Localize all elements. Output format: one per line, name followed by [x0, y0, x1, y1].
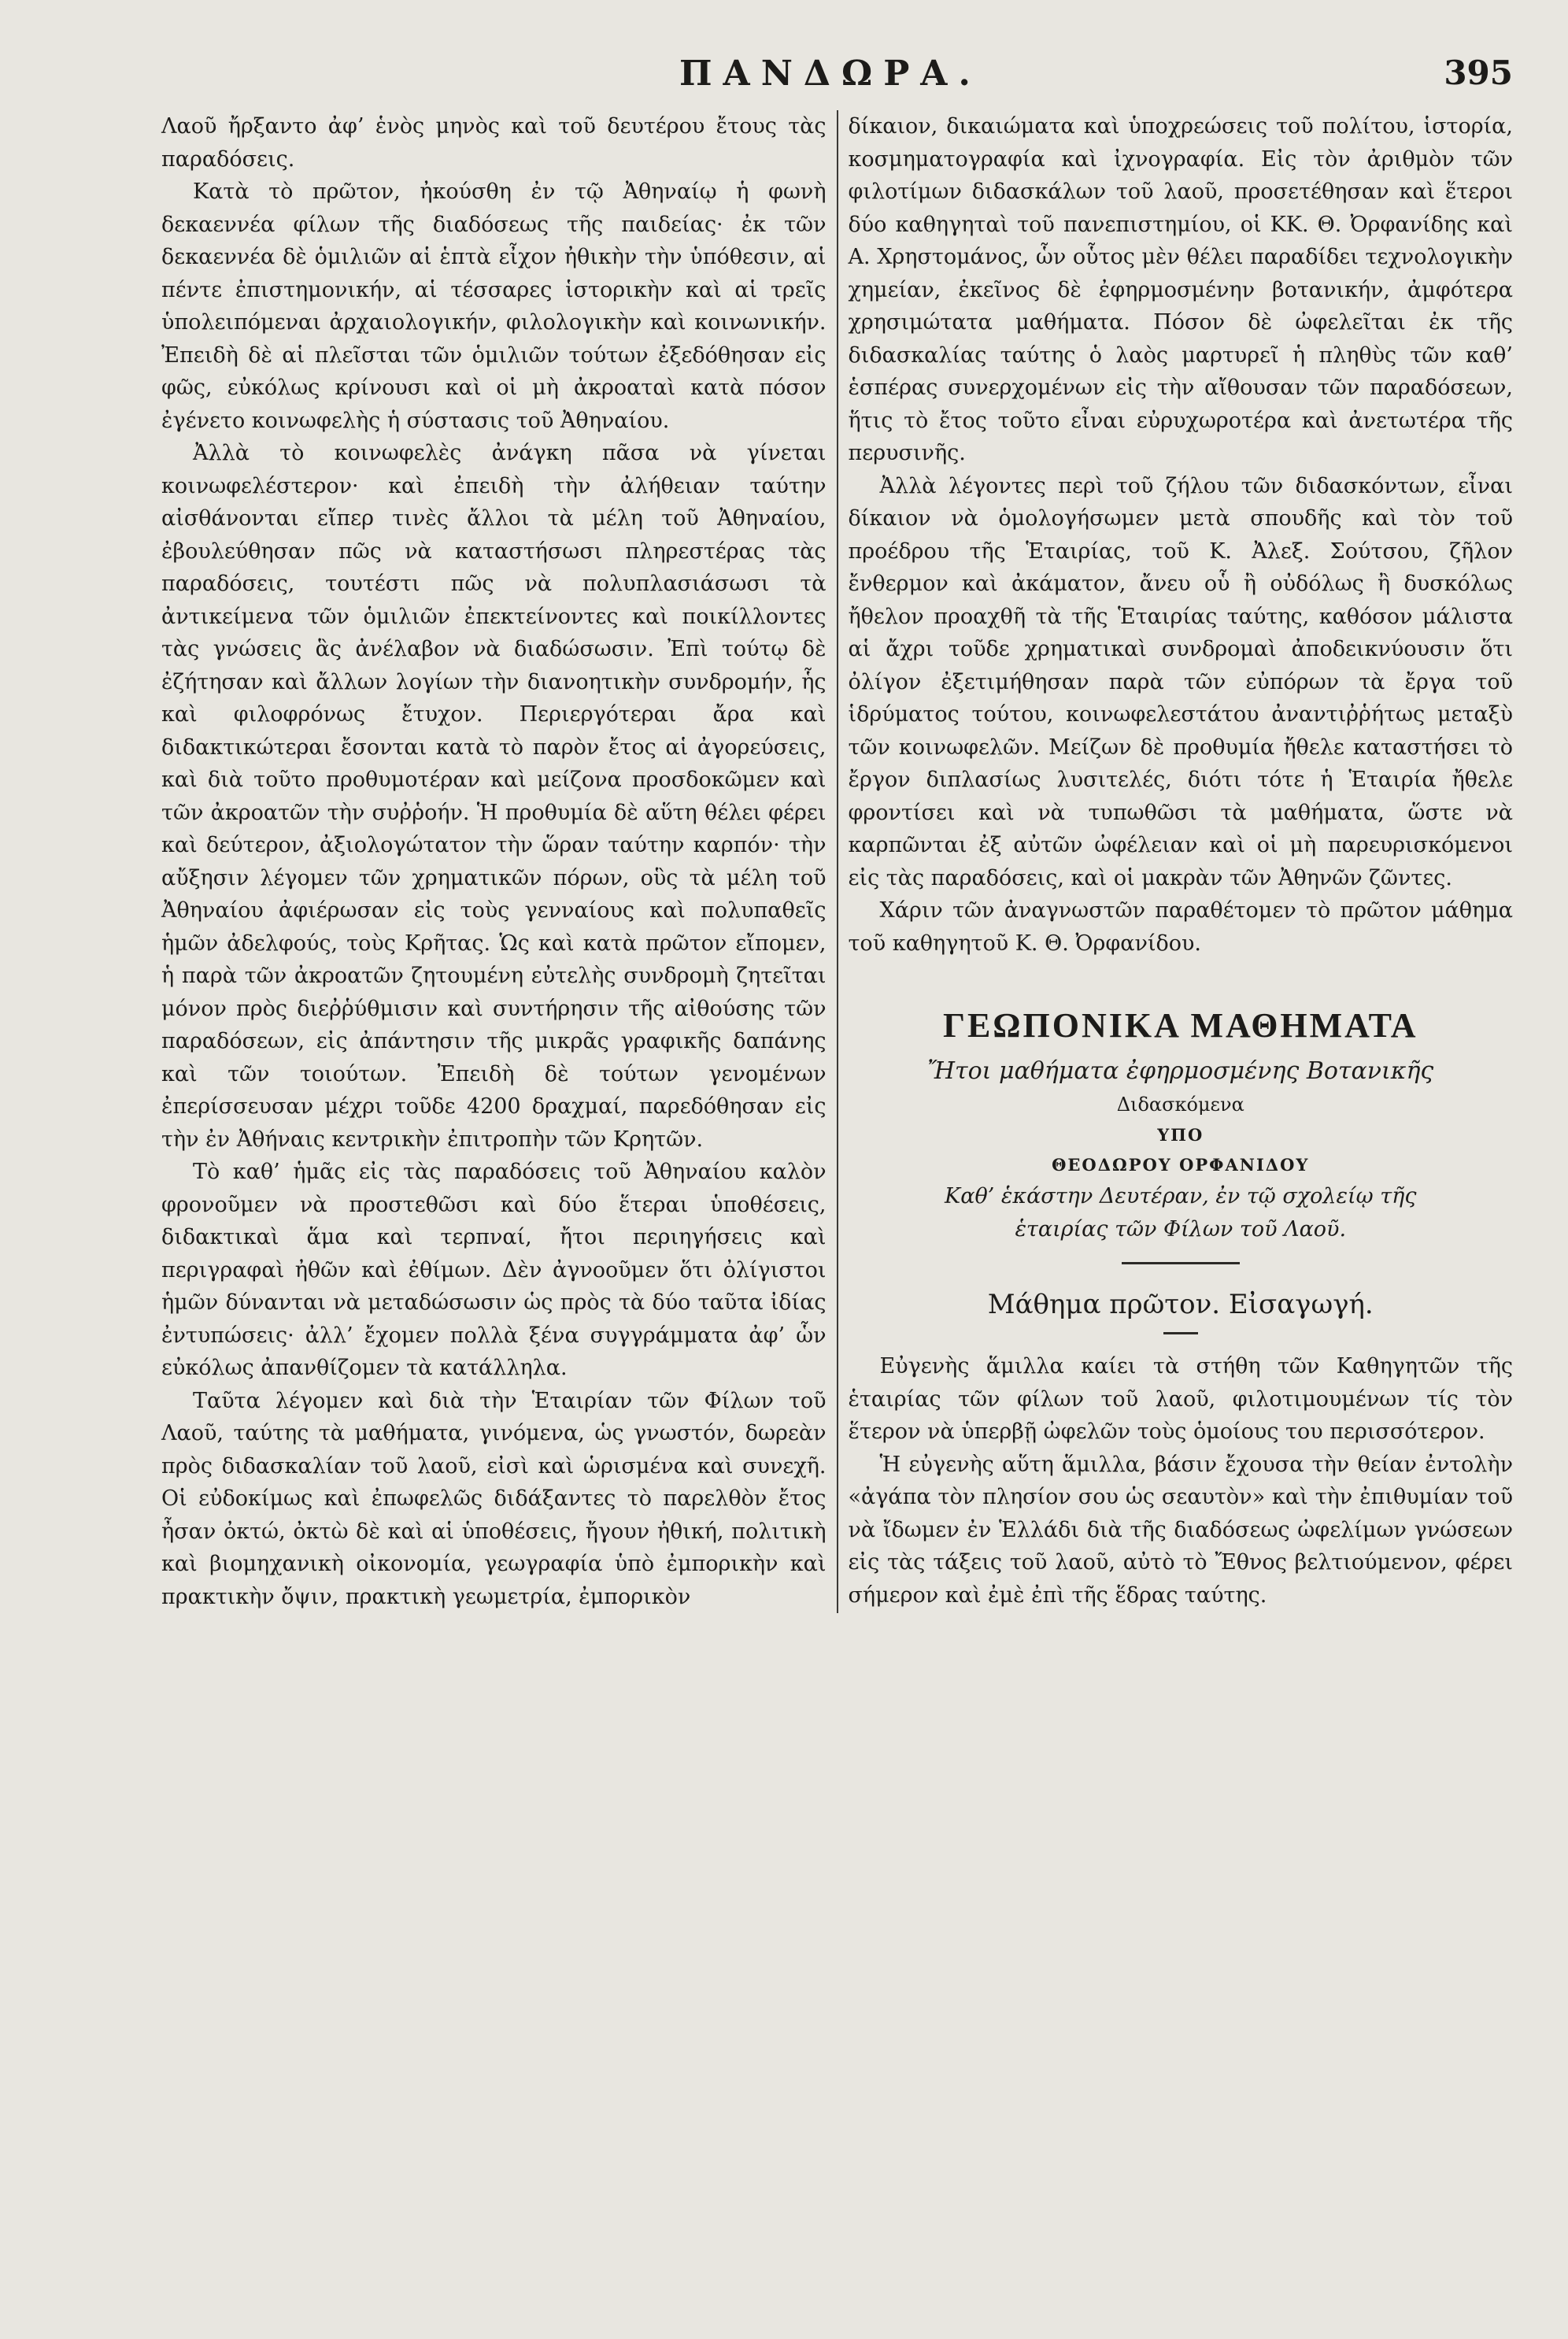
- left-column: [161, 110, 827, 1613]
- page-number: 395: [1444, 54, 1513, 92]
- paragraph: Ταῦτα λέγομεν καὶ διὰ τὴν Ἑταιρίαν τῶν Φίλων τοῦ Λαοῦ, ταύτης τὰ μαθήματα, γινόμενα, ὡς γνωστόν, δωρεὰν πρὸς διδασκαλίαν τοῦ λαοῦ, εἰσὶ καὶ ὡρισμένα καὶ συνεχῆ. Οἱ εὐδοκίμως καὶ ἐπωφελῶς διδάξαντες τὸ παρελθὸν ἔτος ἦσαν ὀκτώ, ὀκτὼ δὲ καὶ αἱ ὑποθέσεις, ἤγουν ἠθική, πολιτικὴ καὶ βιομηχανικὴ οἰκονομία, γεωγραφία ὑπὸ ἐμπορικὴν καὶ πρακτικὴν ὄψιν, πρακτικὴ γεωμετρία, ἐμπορικὸν: [161, 1388, 827, 1609]
- paragraph: Ἀλλὰ τὸ κοινωφελὲς ἀνάγκη πᾶσα νὰ γίνεται κοινωφελέστερον· καὶ ἐπειδὴ τὴν ἀλήθειαν ταύτην αἰσθάνονται εἴπερ τινὲς ἄλλοι τὰ μέλη τοῦ Ἀθηναίου, ἐβουλεύθησαν πῶς νὰ καταστήσωσι πληρεστέρας τὰς παραδόσεις, τουτέστι πῶς νὰ πολυπλασιάσωσι τὰ ἀντικείμενα τῶν ὁμιλιῶν ἐπεκτείνοντες καὶ ποικίλλοντες τὰς γνώσεις ἃς ἀνέλαβον νὰ διαδώσωσιν. Ἐπὶ τούτῳ δὲ ἐζήτησαν καὶ ἄλλων λογίων τὴν διανοητικὴν συνδρομήν, ἧς καὶ φιλοφρόνως ἔτυχον. Περιεργότεραι ἄρα καὶ διδακτικώτεραι ἔσονται κατὰ τὸ παρὸν ἔτος αἱ ἀγορεύσεις, καὶ διὰ τοῦτο προθυμοτέραν καὶ μείζονα προσδοκῶμεν καὶ τῶν ἀκροατῶν τὴν συῤῥοήν. Ἡ προθυμία δὲ αὕτη θέλει φέρει καὶ δεύτερον, ἀξιολογώτατον τὴν ὥραν ταύτην καρπόν· τὴν αὔξησιν λέγομεν τῶν χρηματικῶν πόρων, οὓς τὰ μέλη τοῦ Ἀθηναίου ἀφιέρωσαν εἰς τοὺς γενναίους καὶ πολυπαθεῖς ἡμῶν ἀδελφούς, τοὺς Κρῆτας. Ὡς καὶ κατὰ πρῶτον εἴπομεν, ἡ παρὰ τῶν ἀκροατῶν ζητουμένη εὐτελὴς συνδρομὴ ζητεῖται μόνον πρὸς διεῤῥύθμισιν καὶ συντήρησιν τῆς αἰθούσης τῶν παραδόσεων, εἰς ἀπάντησιν τῆς μικρᾶς γραφικῆς δαπάνης καὶ τῶν τοιούτων. Ἐπειδὴ δὲ τούτων γενομένων ἐπερίσσευσαν μέχρι τοῦδε 4200 δραχμαί, παρεδόθησαν εἰς τὴν ἐν Ἀθήναις κεντρικὴν ἐπιτροπὴν τῶν Κρητῶν.: [161, 441, 827, 1152]
- schedule-line: ἑταιρίας τῶν Φίλων τοῦ Λαοῦ.: [1015, 1217, 1347, 1242]
- section-subtitle: Ἤτοι μαθήματα ἐφηρμοσμένης Βοτανικῆς: [927, 1057, 1434, 1085]
- section-title: ΓΕΩΠΟΝΙΚΑ ΜΑΘΗΜΑΤΑ: [942, 1006, 1418, 1045]
- schedule-line: Καθ’ ἑκάστην Δευτέραν, ἐν τῷ σχολείῳ τῆς: [945, 1184, 1417, 1208]
- divider-rule: [1122, 1262, 1240, 1264]
- divider-rule-short: [1163, 1332, 1198, 1334]
- paragraph: δίκαιον, δικαιώματα καὶ ὑποχρεώσεις τοῦ πολίτου, ἱστορία, κοσμηματογραφία καὶ ἰχνογραφία. Εἰς τὸν ἀριθμὸν τῶν φιλοτίμων διδασκάλων τοῦ λαοῦ, προσετέθησαν καὶ ἕτεροι δύο καθηγηταὶ τοῦ πανεπιστημίου, οἱ ΚΚ. Θ. Ὀρφανίδης καὶ Α. Χρηστομάνος, ὧν οὗτος μὲν θέλει παραδίδει τεχνολογικὴν χημείαν, ἐκεῖνος δὲ ἐφηρμοσμένην βοτανικήν, ἀμφότερα χρησιμώτατα μαθήματα. Πόσον δὲ ὠφελεῖται ἐκ τῆς διδασκαλίας ταύτης ὁ λαὸς μαρτυρεῖ ἡ πληθὺς τῶν καθ’ ἑσπέρας συνερχομένων εἰς τὴν αἴθουσαν τῶν παραδόσεων, ἥτις τὸ ἔτος τοῦτο εἶναι εὐρυχωροτέρα καὶ ἀνετωτέρα τῆς περυσινῆς.: [848, 114, 1513, 465]
- taught-label: Διδασκόμενα: [1116, 1094, 1244, 1116]
- paragraph: Ἀλλὰ λέγοντες περὶ τοῦ ζήλου τῶν διδασκόντων, εἶναι δίκαιον νὰ ὁμολογήσωμεν μετὰ σπουδῆς καὶ τὸν τοῦ προέδρου τῆς Ἑταιρίας, τοῦ Κ. Ἀλεξ. Σούτσου, ζῆλον ἔνθερμον καὶ ἀκάματον, ἄνευ οὗ ἢ οὐδόλως ἢ δυσκόλως ἤθελον προαχθῆ τὰ τῆς Ἑταιρίας ταύτης, καθόσον μάλιστα αἱ ἄχρι τοῦδε χρηματικαὶ συνδρομαὶ ἀποδεικνύουσιν ὅτι ὀλίγον ἐξετιμήθησαν παρὰ τῶν εὐπόρων τὰ ἔργα τοῦ ἱδρύματος τούτου, κοινωφελεστάτου ἀναντιῤῥήτως μεταξὺ τῶν κοινωφελῶν. Μείζων δὲ προθυμία ἤθελε καταστήσει τὸ ἔργον διπλασίως λυσιτελές, διότι τότε ἡ Ἑταιρία ἤθελε φροντίσει καὶ νὰ τυπωθῶσι τὰ μαθήματα, ὥστε νὰ καρπῶνται ἐξ αὐτῶν ὠφέλειαν καὶ οἱ μὴ παρευρισκόμενοι εἰς τὰς παραδόσεις, καὶ οἱ μακρὰν τῶν Ἀθηνῶν ζῶντες.: [848, 473, 1513, 890]
- by-label: ΥΠΟ: [1157, 1125, 1204, 1145]
- text-columns: [161, 110, 1513, 1613]
- lesson-title: Μάθημα πρῶτον. Εἰσαγωγή.: [987, 1289, 1374, 1320]
- page-header: [161, 39, 1513, 110]
- right-column: [849, 110, 1514, 1612]
- paragraph: Χάριν τῶν ἀναγνωστῶν παραθέτομεν τὸ πρῶτον μάθημα τοῦ καθηγητοῦ Κ. Θ. Ὀρφανίδου.: [848, 898, 1513, 956]
- paragraph: Τὸ καθ’ ἡμᾶς εἰς τὰς παραδόσεις τοῦ Ἀθηναίου καλὸν φρονοῦμεν νὰ προστεθῶσι καὶ δύο ἕτεραι ὑποθέσεις, διδακτικαὶ ἅμα καὶ τερπναί, ἤτοι περιηγήσεις καὶ περιγραφαὶ ἠθῶν καὶ ἐθίμων. Δὲν ἀγνοοῦμεν ὅτι ὀλίγιστοι ἡμῶν δύνανται νὰ μεταδώσωσιν ὡς πρὸς τὰ δύο ταῦτα ἰδίας ἐντυπώσεις· ἀλλ’ ἔχομεν πολλὰ ξένα συγγράμματα ἀφ’ ὧν εὐκόλως ἀπανθίζομεν τὰ κατάλληλα.: [161, 1160, 827, 1380]
- paragraph: Εὐγενὴς ἅμιλλα καίει τὰ στήθη τῶν Καθηγητῶν τῆς ἑταιρίας τῶν φίλων τοῦ λαοῦ, φιλοτιμουμένων τίς τὸν ἕτερον νὰ ὑπερβῇ ὠφελῶν τοὺς ὁμοίους του περισσότερον.: [848, 1354, 1513, 1444]
- running-title: ΠΑΝΔΩΡΑ.: [679, 54, 982, 94]
- column-divider: [837, 110, 838, 1613]
- paragraph: Λαοῦ ἤρξαντο ἀφ’ ἑνὸς μηνὸς καὶ τοῦ δευτέρου ἔτους τὰς παραδόσεις.: [161, 114, 827, 172]
- paragraph: Ἡ εὐγενὴς αὕτη ἅμιλλα, βάσιν ἔχουσα τὴν θείαν ἐντολὴν «ἀγάπα τὸν πλησίον σου ὡς σεαυτὸν» καὶ τὴν ἐπιθυμίαν τοῦ νὰ ἴδωμεν ἐν Ἑλλάδι διὰ τῆς διαδόσεως ὠφελίμων γνώσεων εἰς τὰς τάξεις τοῦ λαοῦ, αὐτὸ τὸ Ἔθνος βελτιούμενον, φέρει σήμερον καὶ ἐμὲ ἐπὶ τῆς ἕδρας ταύτης.: [848, 1452, 1513, 1608]
- author-name: ΘΕΟΔΩΡΟΥ ΟΡΦΑΝΙΔΟΥ: [1052, 1155, 1310, 1175]
- paragraph: Κατὰ τὸ πρῶτον, ἠκούσθη ἐν τῷ Ἀθηναίῳ ἡ φωνὴ δεκαεννέα φίλων τῆς διαδόσεως τῆς παιδείας· ἐκ τῶν δεκαεννέα δὲ ὁμιλιῶν αἱ ἑπτὰ εἶχον ἠθικὴν τὴν ὑπόθεσιν, αἱ πέντε ἐπιστημονικήν, αἱ τέσσαρες ἱστορικὴν καὶ αἱ τρεῖς ὑπολειπόμεναι ἀρχαιολογικήν, φιλολογικὴν καὶ κοινωνικήν. Ἐπειδὴ δὲ αἱ πλεῖσται τῶν ὁμιλιῶν τούτων ἐξεδόθησαν εἰς φῶς, εὐκόλως κρίνουσι καὶ οἱ μὴ ἀκροαταὶ κατὰ πόσον ἐγένετο κοινωφελὴς ἡ σύστασις τοῦ Ἀθηναίου.: [161, 179, 827, 433]
